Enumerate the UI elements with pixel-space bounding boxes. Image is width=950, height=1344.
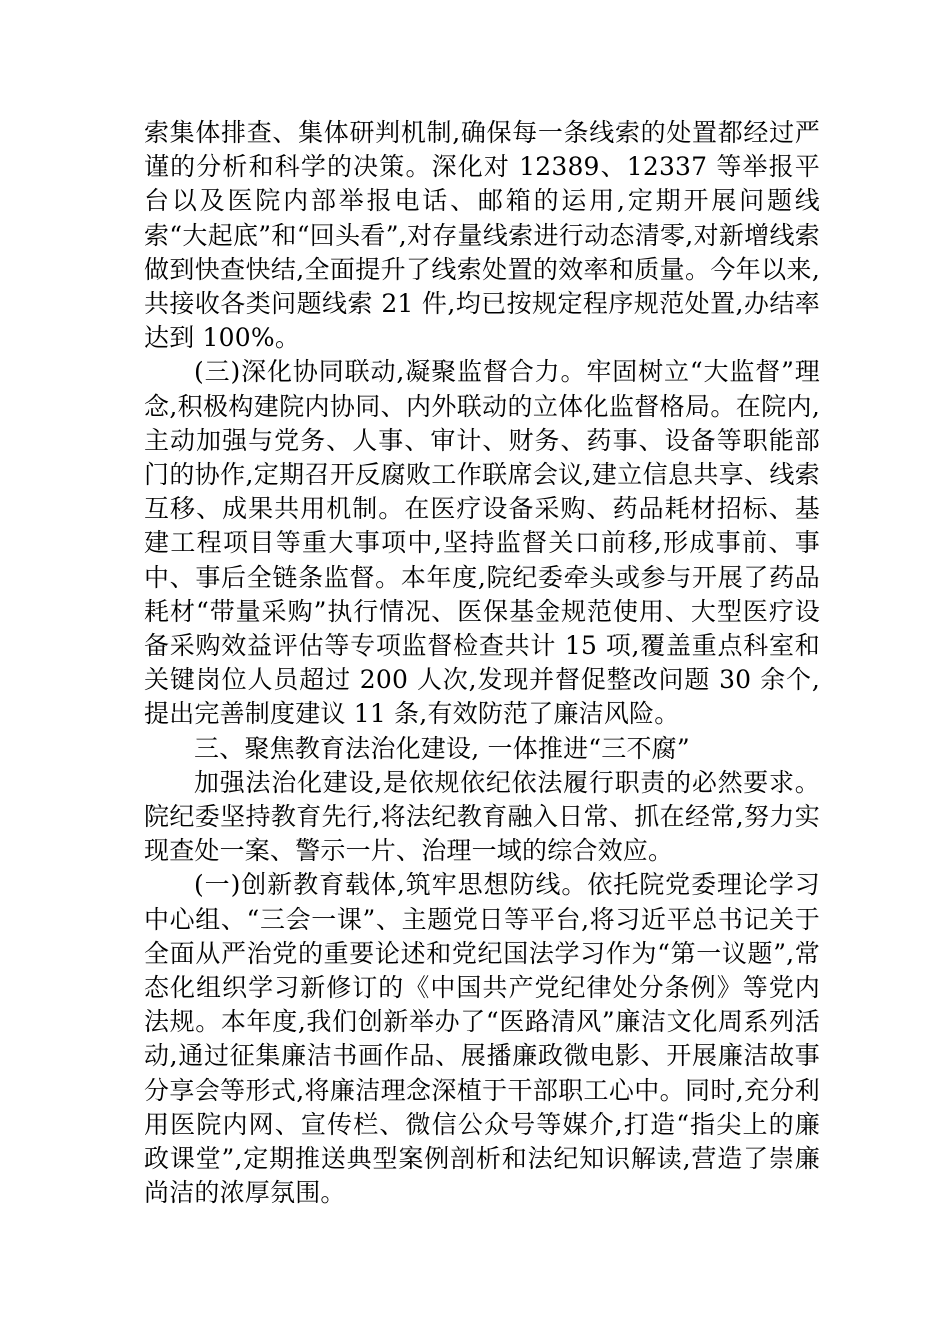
paragraph-education-carrier: (一)创新教育载体,筑牢思想防线。依托院党委理论学习中心组、“三会一课”、主题党日等平台,将习近平总书记关于全面从严治党的重要论述和党纪国法学习作为“第一议题”,常态化组织学习新修订的《中国共产党纪律处分条例》等党内法规。本年度,我们创新举办了“医路清风”廉洁文化周系列活动,通过征集廉洁书画作品、展播廉政微电影、开展廉洁故事分享会等形式,将廉洁理念深植于干部职工心中。同时,充分利用医院内网、宣传栏、微信公众号等媒介,打造“指尖上的廉政课堂”,定期推送典型案例剖析和法纪知识解读,营造了崇廉尚洁的浓厚氛围。 — [144, 870, 820, 1208]
paragraph-coordination: (三)深化协同联动,凝聚监督合力。牢固树立“大监督”理念,积极构建院内协同、内外联动的立体化监督格局。在院内,主动加强与党务、人事、审计、财务、药事、设备等职能部门的协作,定期召开反腐败工作联席会议,建立信息共享、线索互移、成果共用机制。在医疗设备采购、药品耗材招标、基建工程项目等重大事项中,坚持监督关口前移,形成事前、事中、事后全链条监督。本年度,院纪委牵头或参与开展了药品耗材“带量采购”执行情况、医保基金规范使用、大型医疗设备采购效益评估等专项监督检查共计 15 项,覆盖重点科室和关键岗位人员超过 200 人次,发现并督促整改问题 30 余个,提出完善制度建议 11 条,有效防范了廉洁风险。 — [144, 357, 820, 729]
paragraph-clue-handling: 索集体排查、集体研判机制,确保每一条线索的处置都经过严谨的分析和科学的决策。深化对 12389、12337 等举报平台以及医院内部举报电话、邮箱的运用,定期开展问题线索“大起底”和“回头看”,对存量线索进行动态清零,对新增线索做到快查快结,全面提升了线索处置的效率和质量。今年以来,共接收各类问题线索 21 件,均已按规定程序规范处置,办结率达到 100%。 — [144, 118, 820, 353]
document-body — [144, 116, 820, 1211]
paragraph-rule-of-law: 加强法治化建设,是依规依纪依法履行职责的必然要求。院纪委坚持教育先行,将法纪教育融入日常、抓在经常,努力实现查处一案、警示一片、治理一域的综合效应。 — [144, 767, 820, 866]
section-heading-three: 三、聚焦教育法治化建设, 一体推进“三不腐” — [194, 733, 690, 763]
